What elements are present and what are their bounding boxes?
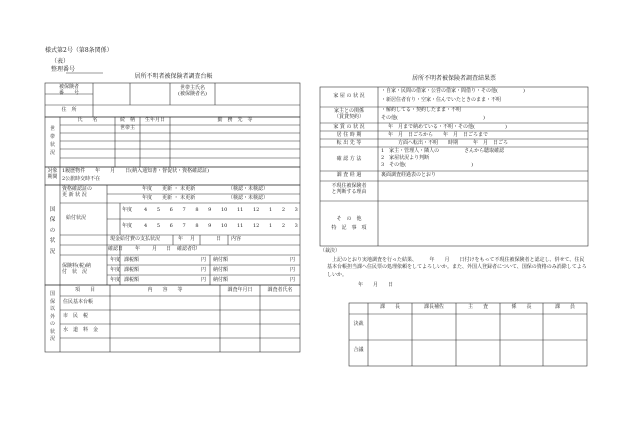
method-line: 1 家主・管理人・隣人の さんから聴取確認 <box>381 148 505 154</box>
benefit-month: 4 <box>144 223 148 229</box>
benefit-month: 11 <box>236 223 244 229</box>
left-title: 居所不明者被保険者調査台帳 <box>134 73 213 80</box>
insured-number-label: 被保険者 番 号 <box>58 84 79 96</box>
approval-date: 年 月 日 <box>358 282 394 288</box>
other-label: そ の 他 特 記 事 項 <box>331 216 367 231</box>
target-period-line1: 1履歴物件 年 月 日(納入通知書・督促状・資格確認証) <box>62 168 210 174</box>
method-line: 3 その他( ) <box>381 162 474 168</box>
benefit-year-1: 年度 <box>122 207 133 213</box>
house-label: 家 屋 の 状 況 <box>333 93 365 99</box>
insurance-side-label: 国 保 の 状 況 <box>49 207 56 255</box>
cash-benefit-content: 内容 <box>231 236 242 242</box>
benefit-month: 3 <box>294 207 298 213</box>
outside-item: 住民基本台帳 <box>63 299 94 305</box>
household-col-relation: 続 柄 <box>119 117 135 123</box>
tax-yen-3a: 円 <box>201 277 207 283</box>
approval-box <box>349 303 587 366</box>
tax-yen-2b: 円 <box>290 267 296 273</box>
tax-assessed-1: 課税額 <box>124 257 140 263</box>
confirmation-year: 年 <box>135 246 141 252</box>
benefit-month: 5 <box>156 207 161 213</box>
method-line: 2 家屋状況より判断 <box>381 155 430 161</box>
household-col-work: 勤 務 先 等 <box>217 117 253 123</box>
tax-year-3: 年度 <box>110 277 121 283</box>
method-label: 確 認 方 法 <box>336 156 362 162</box>
outside-item: 市 民 税 <box>63 313 89 319</box>
outside-label: 国 保 以 外 の 状 況 <box>49 291 55 342</box>
tax-yen-2a: 円 <box>201 267 207 273</box>
cash-benefit-year: 年 <box>178 236 184 242</box>
tax-paid-3: 納付額 <box>213 277 229 283</box>
confirmation-seal: 確認者印 <box>177 246 198 252</box>
qualification-label: 資格確認証の 更 新 状 況 <box>62 186 93 198</box>
relation-line1: ・解約してる・契約したまま・不明 <box>381 107 462 113</box>
benefit-year-2: 年度 <box>122 223 133 229</box>
decision-label: 不現住被保険者 と判断する理由 <box>331 183 367 195</box>
benefit-month: 1 <box>269 223 273 229</box>
tax-yen-3b: 円 <box>290 277 296 283</box>
duration-label: 居 住 時 期 <box>336 132 362 138</box>
benefit-month: 11 <box>236 207 244 213</box>
survey-value: 裏面調査経過表のとおり <box>381 172 437 178</box>
qualification-year-1: 年度 <box>142 186 153 192</box>
address-label: 住 所 <box>61 107 77 113</box>
household-label: 世 帯 状 況 <box>49 126 55 156</box>
rent-value: 年 月まで納めている・不明・その他( ) <box>388 124 507 130</box>
benefit-month: 6 <box>169 223 173 229</box>
approval-row-consultation: 合議 <box>353 347 364 353</box>
benefit-month: 8 <box>195 207 199 213</box>
benefit-month: 9 <box>208 223 212 229</box>
approval-col: 課長補佐 <box>423 304 444 310</box>
approval-row-decision: 決裁 <box>353 321 364 327</box>
benefit-month: 10 <box>220 207 228 213</box>
move-value: 方面へ転出・不明 時期 年 月 日ごろ <box>398 140 509 146</box>
tax-paid-2: 納付額 <box>213 267 229 273</box>
household-col-birth: 生年月日 <box>144 117 165 123</box>
tax-label: 保険料(税)納 付 状 況 <box>62 263 91 275</box>
benefit-month: 7 <box>182 223 186 229</box>
qualification-note-1: （検認・未検認） <box>228 186 269 192</box>
household-first-relation: 世帯主 <box>119 125 135 131</box>
approval-col: 課 長 <box>379 304 400 310</box>
house-line2: ・新居住者有り・空家・住んでいたときのまま・不明 <box>381 97 502 103</box>
householder-label: 世帯主氏名 (被保険者名) <box>178 85 207 97</box>
approval-col: 課 員 <box>554 304 575 310</box>
tax-yen-1b: 円 <box>290 257 296 263</box>
tax-assessed-3: 課税額 <box>124 277 140 283</box>
benefit-month: 10 <box>220 223 228 229</box>
move-label: 転 出 先 等 <box>336 140 362 146</box>
house-line1: ・自家・民間の借家・公営の借家・間借り・その他( ) <box>381 88 525 94</box>
outside-col-content: 内 容 等 <box>147 287 183 293</box>
benefit-month: 1 <box>269 207 273 213</box>
benefit-month: 6 <box>169 207 173 213</box>
side-label: （表） <box>51 58 70 65</box>
cash-benefit-label: 現金給付費の支払状況 <box>110 236 161 242</box>
outside-col-item: 項 目 <box>74 287 95 293</box>
cash-benefit-day: 日 <box>216 236 222 242</box>
form-number: 様式第2号（第8条関係） <box>45 47 113 54</box>
benefit-months-row-1 <box>144 208 298 214</box>
benefit-month: 2 <box>281 207 286 213</box>
target-period-label: 対象 期間 <box>47 168 58 180</box>
benefit-month: 2 <box>281 223 286 229</box>
confirmation-month: 月 <box>152 246 158 252</box>
approval-text: 上記のとおり実地調査を行った結果、 年 月 日付けをもって不現住被保険者と認定し、併せて、住民基本台帳担当課へ住民票の処理依頼をしてよろしいか。また、外国人登録者について、国保の資格のみ消除してよろしいか。 <box>327 257 587 278</box>
qualification-note-2: （検認・未検認） <box>228 195 269 201</box>
duration-value: 年 月 日ごろから 年 月 日ごろまで <box>388 132 489 138</box>
benefit-month: 9 <box>208 207 212 213</box>
benefit-month: 4 <box>144 207 148 213</box>
left-household-box <box>45 117 300 167</box>
tax-year-2: 年度 <box>110 267 121 273</box>
tax-assessed-2: 課税額 <box>124 267 140 273</box>
confirmation-label: 確認日 <box>108 246 124 252</box>
benefit-month: 3 <box>294 223 298 229</box>
benefit-month: 8 <box>195 223 199 229</box>
outside-col-surveyor: 調査者氏名 <box>267 287 293 293</box>
survey-label: 調 査 経 過 <box>336 172 362 178</box>
benefit-month: 12 <box>253 223 260 229</box>
cash-benefit-month: 月 <box>190 236 196 242</box>
relation-line2: その他( ) <box>381 115 485 121</box>
control-number-label: 整理番号 <box>51 66 76 73</box>
tax-year-1: 年度 <box>110 257 121 263</box>
outside-col-date: 調査年月日 <box>227 287 253 293</box>
tax-paid-1: 納付額 <box>213 257 229 263</box>
relation-label: 家主との関係 （賃貸契約） <box>333 108 364 120</box>
tax-yen-1a: 円 <box>201 257 207 263</box>
confirmation-day: 日 <box>166 246 172 252</box>
approval-col: 係 長 <box>511 304 532 310</box>
benefit-month: 7 <box>182 207 186 213</box>
benefit-month: 5 <box>156 223 161 229</box>
approval-col: 主 査 <box>467 304 488 310</box>
benefit-month: 12 <box>253 207 260 213</box>
qualification-year-2: 年度 <box>142 195 153 201</box>
outside-item: 水 道 料 金 <box>63 327 99 333</box>
qualification-status-2: 更新 ・ 未更新 <box>162 195 196 201</box>
household-col-name: 氏 名 <box>77 117 98 123</box>
right-title: 居所不明者被保険者調査結果票 <box>411 75 496 82</box>
benefit-months-row-2 <box>144 224 298 230</box>
rent-label: 家 賃 の 状 況 <box>333 124 365 130</box>
target-period-line2: 2公旅時交時不在 <box>62 176 101 182</box>
qualification-status-1: 更新 ・ 未更新 <box>162 186 196 192</box>
approval-heading: （裁決） <box>320 248 341 254</box>
benefit-label: 給付状況 <box>66 215 87 221</box>
